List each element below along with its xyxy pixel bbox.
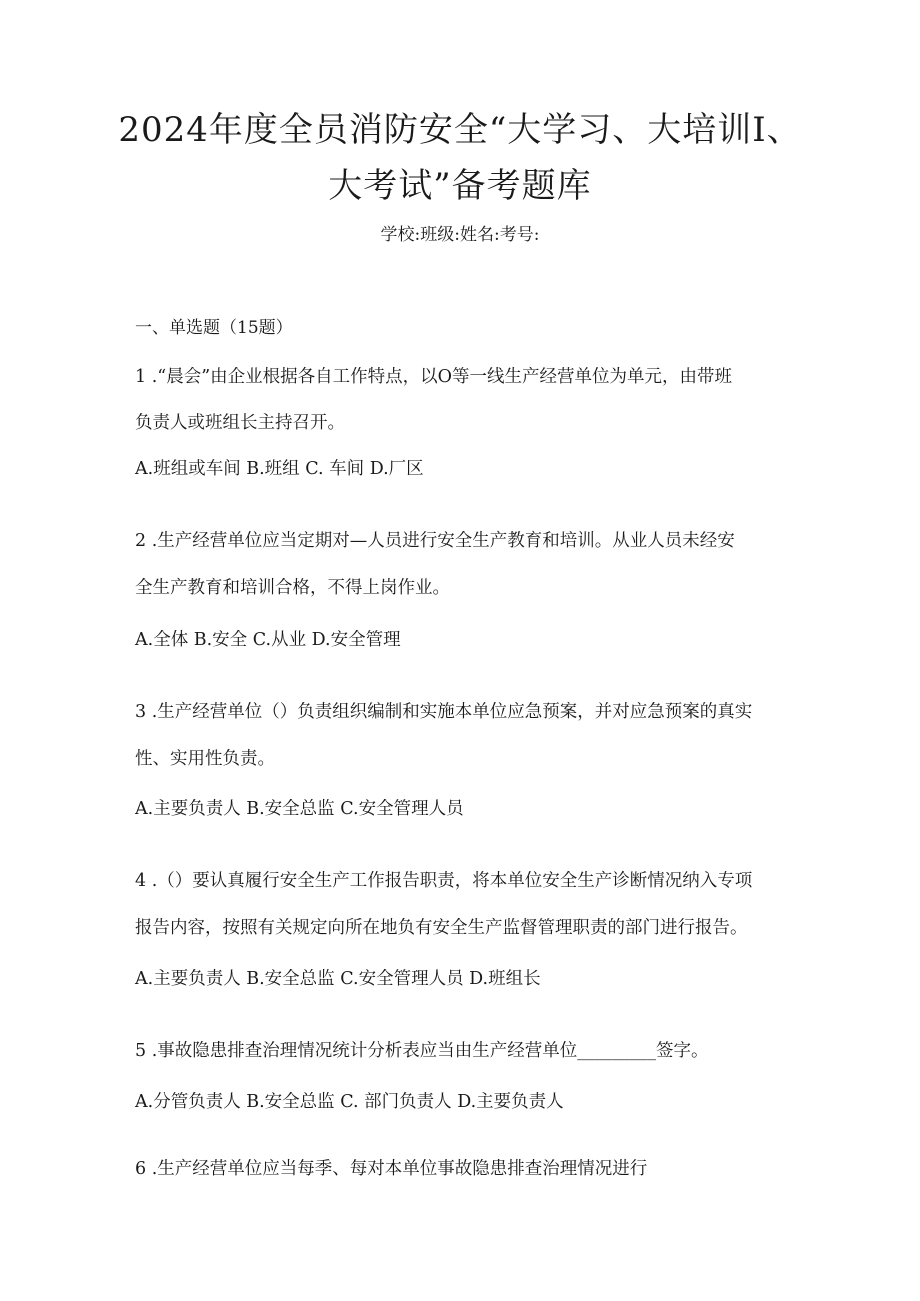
question-6-line1: 6 .生产经营单位应当每季、每对本单位事故隐患排查治理情况进行 <box>135 1159 648 1179</box>
question-5-line1: 5 .事故隐患排查治理情况统计分析表应当由生产经营单位_________签字。 <box>135 1041 709 1061</box>
section-heading: 一、单选题（15题） <box>135 318 293 338</box>
question-4-line2: 报告内容，按照有关规定向所在地负有安全生产监督管理职责的部门进行报告。 <box>135 918 748 938</box>
question-1-options: A.班组或车间 B.班组 C. 车间 D.厂区 <box>135 459 424 479</box>
document-title-line2: 大考试”备考题库 <box>328 166 592 206</box>
question-2-options: A.全体 B.安全 C.从业 D.安全管理 <box>135 630 401 650</box>
question-5-options: A.分管负责人 B.安全总监 C. 部门负责人 D.主要负责人 <box>135 1092 564 1112</box>
question-1-line1: 1 .“晨会”由企业根据各自工作特点，以O等一线生产经营单位为单元，由带班 <box>135 367 732 387</box>
question-3-line1: 3 .生产经营单位（）负责组织编制和实施本单位应急预案，并对应急预案的真实 <box>135 702 753 722</box>
question-2-line1: 2 .生产经营单位应当定期对—人员进行安全生产教育和培训。从业人员未经安 <box>135 531 735 551</box>
question-3-line2: 性、实用性负责。 <box>135 749 275 769</box>
question-1-line2: 负责人或班组长主持召开。 <box>135 413 345 433</box>
question-2-line2: 全生产教育和培训合格，不得上岗作业。 <box>135 578 450 598</box>
student-info-line: 学校:班级:姓名:考号: <box>380 225 540 245</box>
question-4-options: A.主要负责人 B.安全总监 C.安全管理人员 D.班组长 <box>135 969 541 989</box>
question-4-line1: 4 .（）要认真履行安全生产工作报告职责，将本单位安全生产诊断情况纳入专项 <box>135 871 753 891</box>
document-title-line1: 2024年度全员消防安全“大学习、大培训I、 <box>118 110 802 150</box>
question-3-options: A.主要负责人 B.安全总监 C.安全管理人员 <box>135 799 464 819</box>
